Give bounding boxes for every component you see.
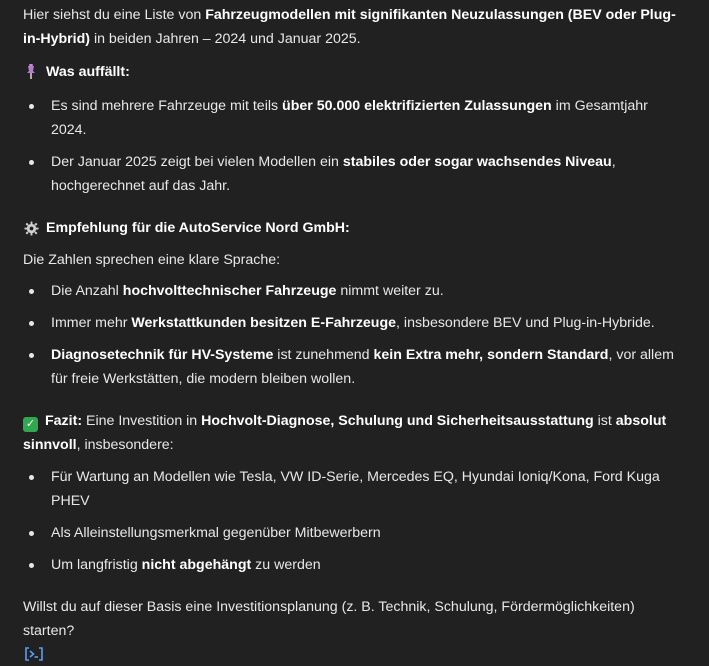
gear-icon [23,220,39,236]
conclusion-label: Fazit: [45,413,83,429]
observations-list [23,94,687,198]
recommendation-lead: Die Zahlen sprechen eine klare Sprache: [23,252,281,268]
list-item: Die Anzahl hochvolttechnischer Fahrzeuge nimmt weiter zu. [23,279,687,303]
check-mark-icon: ✓ [23,417,38,432]
pin-icon [23,64,39,80]
list-item: Für Wartung an Modellen wie Tesla, VW ID-Serie, Mercedes EQ, Hyundai Ioniq/Kona, Ford Kuga PHEV [23,465,687,513]
code-interpreter-icon[interactable] [23,645,45,663]
observations-heading-label: Was auffällt: [46,64,130,80]
intro-paragraph [23,3,687,51]
conclusion-list [23,465,687,577]
code-interpreter-link[interactable] [23,645,687,666]
list-item: Der Januar 2025 zeigt bei vielen Modellen ein stabiles oder sogar wachsendes Niveau, hochgerechnet auf das Jahr. [23,150,687,198]
list-item: Als Alleinstellungsmerkmal gegenüber Mitbewerbern [23,521,687,545]
recommendation-heading [23,216,687,240]
recommendation-list [23,279,687,391]
recommendation-heading-label: Empfehlung für die AutoService Nord GmbH: [46,220,350,236]
observations-heading [23,60,687,84]
list-item: Um langfristig nicht abgehängt zu werden [23,553,687,577]
conclusion-paragraph: ✓ Fazit: Eine Investition in Hochvolt-Diagnose, Schulung und Sicherheitsausstattung ist absolut sinnvoll, insbesondere: [23,413,667,453]
list-item: Immer mehr Werkstattkunden besitzen E-Fahrzeuge, insbesondere BEV und Plug-in-Hybride. [23,311,687,335]
intro-text-2: in beiden Jahren – 2024 und Januar 2025. [90,31,361,47]
intro-bold-1: Fahrzeugmodellen mit signifikanten Neuzulassungen (BEV oder Plug-in-Hybrid) [23,7,676,47]
list-item: Es sind mehrere Fahrzeuge mit teils über 50.000 elektrifizierten Zulassungen im Gesamtjahr 2024. [23,94,687,142]
list-item: Diagnosetechnik für HV-Systeme ist zunehmend kein Extra mehr, sondern Standard, vor allem für freie Werkstätten, die modern bleiben wollen. [23,343,687,391]
closing-question: Willst du auf dieser Basis eine Investitionsplanung (z. B. Technik, Schulung, Fördermöglichkeiten) starten? [23,599,635,639]
assistant-message [0,3,709,666]
intro-text-1: Hier siehst du eine Liste von [23,7,206,23]
